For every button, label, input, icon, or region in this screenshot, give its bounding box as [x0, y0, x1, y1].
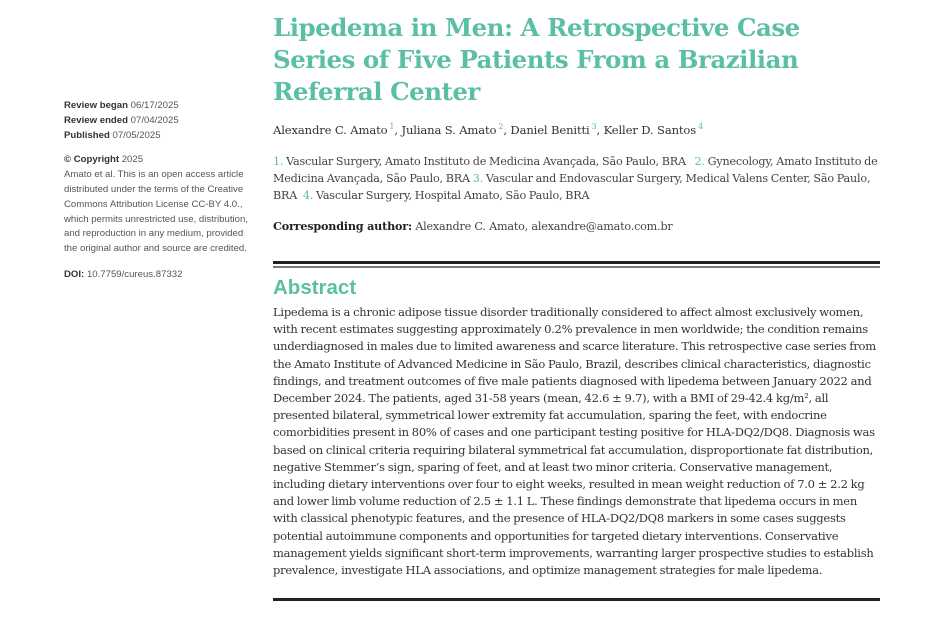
review-ended	[64, 114, 254, 129]
review-began-date: 06/17/2025	[130, 100, 179, 111]
corresponding-value[interactable]: Alexandre C. Amato, alexandre@amato.com.br	[415, 220, 673, 233]
affiliation-list	[273, 153, 880, 204]
abstract-divider	[273, 598, 880, 601]
copyright-block	[64, 153, 254, 257]
doi-label: DOI:	[64, 268, 85, 280]
author-list: Alexandre C. Amato $^1$, Juliana S. Amato $^2$, Daniel Benitti $^3$, Keller D. Santos $^4$	[273, 122, 704, 137]
affiliation-marker[interactable]: 1	[389, 122, 395, 131]
affiliation: 4. Vascular Surgery, Hospital Amato, São Paulo, BRA	[302, 189, 590, 202]
review-ended-date: 07/04/2025	[130, 114, 179, 126]
copyright-label: © Copyright	[64, 154, 120, 166]
review-began	[64, 99, 254, 114]
affiliation: 3. Vascular and Endovascular Surgery, Medical Valens Center, São Paulo, BRA	[273, 172, 871, 202]
doi-value[interactable]: 10.7759/cureus.87332	[86, 268, 183, 280]
copyright	[64, 153, 254, 168]
abstract-text: Lipedema is a chronic adipose tissue disorder traditionally considered to affect almost exclusively women, with recent estimates suggesting approximately 0.2% prevalence in men worldwide; the condition remains underdiagnosed in males due to limited awareness and scarce literature. This retrospective case series from the Amato Institute of Advanced Medicine in São Paulo, Brazil, describes clinical characteristics, diagnostic findings, and treatment outcomes of five male patients diagnosed with lipedema between January 2022 and December 2024. The patients, aged 31-58 years (mean, 42.6 ± 9.7), with a BMI of 29-42.4 kg/m², all presented bilateral, symmetrical lower extremity fat accumulation, sparing the feet, with endocrine comorbidities present in 80% of cases and one participant testing positive for HLA-DQ2/DQ8. Diagnosis was based on clinical criteria requiring bilateral symmetrical fat accumulation, disproportionate fat distribution, negative Stemmer’s sign, sparing of feet, and at least two minor criteria. Conservative management, including dietary interventions over four to eight weeks, resulted in mean weight reduction of 7.0 ± 2.2 kg and lower limb volume reduction of 2.5 ± 1.1 L. These findings demonstrate that lipedema occurs in men with classical phenotypic features, and the presence of HLA-DQ2/DQ8 markers in some cases suggests potential autoimmune components and opportunities for targeted dietary interventions. Conservative management yields significant short-term improvements, warranting larger prospective studies to establish prevalence, investigate HLA associations, and optimize management strategies for male lipedema.	[273, 305, 876, 578]
abstract-heading: Abstract	[273, 276, 357, 299]
corresponding-author	[273, 218, 880, 235]
review-ended-label: Review ended	[64, 114, 128, 126]
copyright-year: 2025	[121, 154, 144, 166]
corresponding-label: Corresponding author:	[273, 219, 412, 233]
doi	[64, 268, 254, 283]
article-main	[273, 12, 880, 601]
article-title: Lipedema in Men: A Retrospective Case Series of Five Patients From a Brazilian Referral Center	[273, 13, 800, 106]
article-metadata-sidebar	[64, 99, 254, 283]
affiliation-marker[interactable]: 3	[591, 122, 597, 131]
affiliation-marker[interactable]: 2	[498, 122, 504, 131]
author[interactable]: Juliana S. Amato $^2$	[401, 122, 504, 137]
published-label: Published	[64, 129, 110, 141]
review-began-label: Review began	[64, 100, 128, 111]
license-text: Amato et al. This is an open access article distributed under the terms of the Creative Commons Attribution License CC-BY 4.0., which permits unrestricted use, distribution, and reproduction in any medium, provided the original author and source are credited.	[64, 169, 248, 255]
affiliation-marker[interactable]: 4	[698, 122, 704, 131]
author[interactable]: Keller D. Santos $^4$	[603, 122, 704, 137]
header-divider-thin	[273, 266, 880, 268]
author[interactable]: Alexandre C. Amato $^1$	[273, 122, 395, 137]
header-divider	[273, 261, 880, 264]
affiliation: 1. Vascular Surgery, Amato Instituto de Medicina Avançada, São Paulo, BRA	[273, 155, 686, 168]
author[interactable]: Daniel Benitti $^3$	[510, 122, 597, 137]
affiliation: 2. Gynecology, Amato Instituto de Medicina Avançada, São Paulo, BRA	[273, 155, 878, 185]
published-date: 07/05/2025	[112, 129, 161, 141]
published	[64, 129, 254, 144]
